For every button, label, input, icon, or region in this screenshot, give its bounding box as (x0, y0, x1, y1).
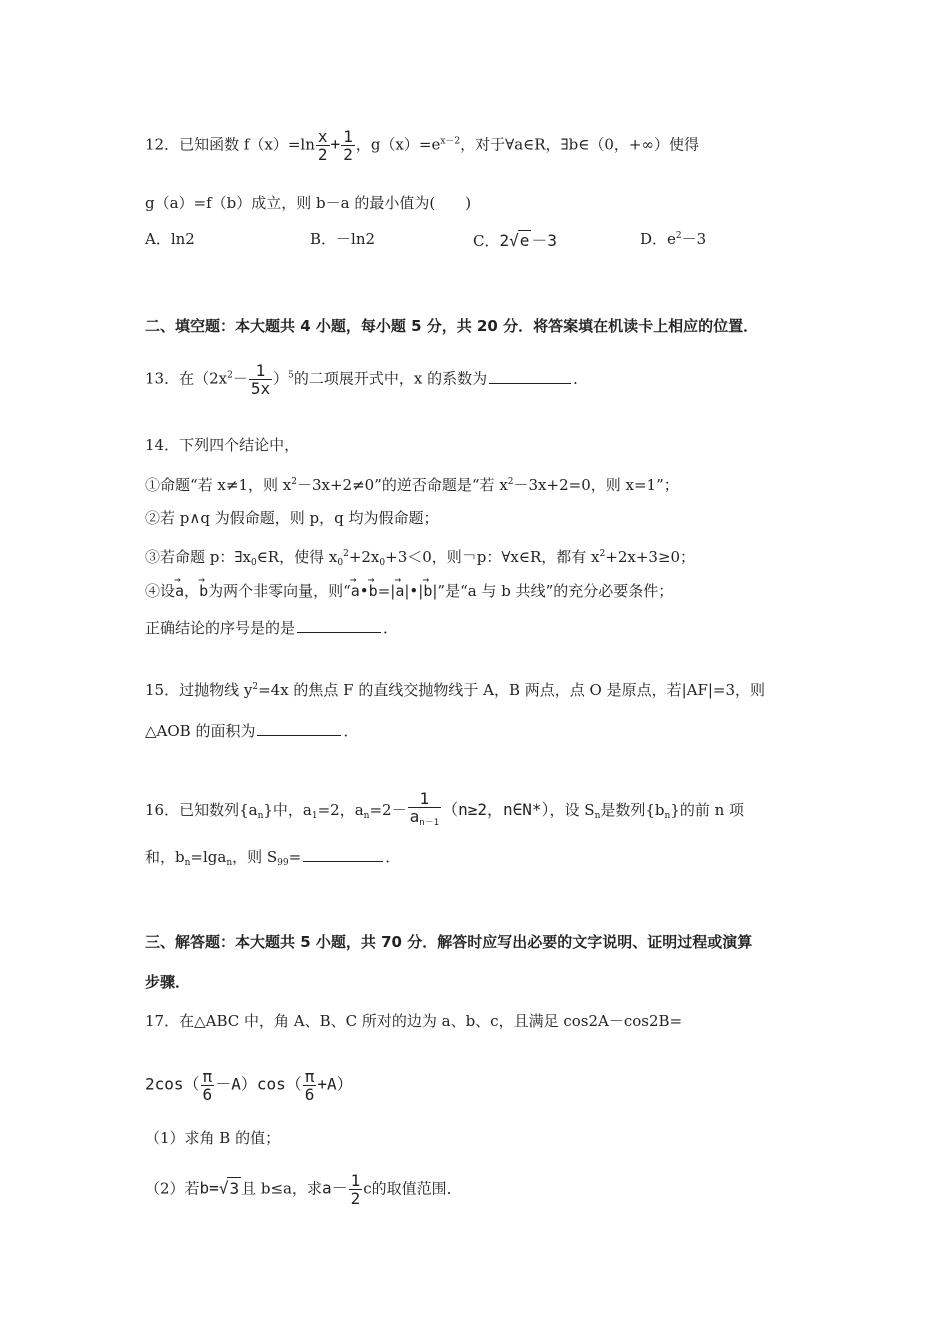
stmt-text: | (432, 582, 438, 600)
question-13 (145, 362, 588, 397)
exponent: 2 (227, 370, 233, 381)
subscript: 0 (379, 558, 386, 568)
fraction-x-over-2 (316, 128, 330, 163)
q15-end: ． (343, 722, 359, 740)
frac-den-base: a (409, 807, 420, 826)
stmt-text: ③若命题 p：∃x (145, 548, 251, 566)
question-17-part2 (145, 1172, 462, 1207)
q13-end: ． (573, 369, 589, 388)
frac-num: π (304, 1067, 315, 1086)
option-tail: －3 (681, 230, 707, 248)
subscript: n－1 (419, 818, 440, 828)
fraction-1-over-a-n-minus-1 (408, 790, 441, 832)
q14-statement-1 (145, 471, 679, 496)
frac-num: 1 (408, 790, 441, 808)
q16-text: 是数列{b (600, 801, 665, 819)
plus-sign: + (330, 134, 341, 154)
stmt-text: ④设 (145, 582, 176, 600)
stmt-text: +2x+3≥0； (605, 548, 696, 566)
subscript: n (594, 811, 601, 821)
condition: （n≥2，n∈N*） (442, 800, 550, 819)
frac-num: 1 (249, 362, 272, 380)
frac-den (408, 808, 441, 832)
option-tail: －3 (531, 231, 558, 250)
answer-blank[interactable] (489, 367, 571, 384)
radicand: e (519, 231, 530, 250)
exponent: 2 (675, 231, 682, 241)
q12-text: ，g（x）=e (355, 135, 441, 154)
section-3-heading-line1: 三、解答题：本大题共 5 小题，共 70 分．解答时应写出必要的文字说明、证明过程或演算 (145, 933, 753, 951)
q14-answer-line (145, 616, 398, 639)
q15-text: =4x 的焦点 F 的直线交抛物线于 A，B 两点，点 O 是原点，若|AF|=3，则 (258, 681, 766, 699)
q16-text: 和，b (145, 848, 185, 866)
q13-text: 的二项展开式中，x 的系数为 (293, 369, 488, 388)
q13-text: ） (273, 369, 289, 388)
q16-text: ，则 S (232, 848, 278, 866)
q17-text: 的取值范围． (371, 1179, 462, 1198)
sqrt-sign: √ (218, 1178, 229, 1198)
q16-text: = (288, 848, 302, 866)
option-a: A．ln2 (145, 230, 195, 248)
answer-blank[interactable] (303, 845, 383, 862)
exponent: 2 (343, 549, 349, 559)
q14-statement-2: ②若 p∧q 为假命题，则 p，q 均为假命题； (145, 509, 439, 527)
stmt-text: －3x+2≠0”的逆否命题是“若 x (296, 476, 508, 494)
q14-end: ． (383, 619, 399, 637)
question-14-intro: 14．下列四个结论中， (145, 436, 300, 454)
stmt-text: ①命题“若 x≠1，则 x (145, 476, 292, 494)
frac-den: 2 (317, 145, 328, 164)
q16-text: }的前 n 项 (670, 801, 745, 819)
exponent: 2 (599, 549, 606, 559)
radicand: 3 (229, 1178, 240, 1198)
equation-part: a－ (321, 1178, 348, 1198)
stmt-text: 为两个非零向量，则“ (208, 582, 351, 600)
question-12-line2: g（a）=f（b）成立，则 b－a 的最小值为( ) (145, 194, 472, 212)
frac-num: 1 (343, 127, 353, 146)
subscript: n (664, 811, 671, 821)
q12-text: ，对于∀a∈R，∃b∈（0，+∞）使得 (460, 135, 699, 154)
question-15-line1 (145, 676, 765, 701)
q14-statement-3 (145, 543, 695, 574)
q15-text: 15．过抛物线 y (145, 681, 253, 699)
subscript: n (226, 858, 233, 868)
subscript: n (184, 858, 191, 868)
fraction-1-over-5x (249, 362, 272, 397)
q16-text: ，设 S (549, 801, 595, 819)
q12-text: 12．已知函数 f（x）=ln (145, 135, 315, 154)
equation-part: －A）cos（ (215, 1074, 302, 1094)
frac-den: 6 (202, 1085, 213, 1104)
q17-text: （2）若 (145, 1179, 200, 1198)
subscript: 0 (250, 558, 257, 568)
q16-text: 16．已知数列{a (145, 801, 258, 819)
vector-b: → b (423, 580, 432, 602)
question-16-line2 (145, 845, 400, 874)
q16-end: ． (385, 848, 401, 866)
question-15-line2 (145, 719, 358, 742)
option-label: D．e (640, 230, 676, 248)
q13-text: － (232, 369, 248, 388)
subscript: 0 (337, 558, 344, 568)
stmt-text: －3x+2=0，则 x=1”； (513, 476, 679, 494)
exponent: x－2 (440, 136, 461, 147)
stmt-text: |•| (404, 582, 424, 600)
option-b: B．－ln2 (310, 230, 376, 248)
vector-a: → a (351, 580, 360, 602)
option-c (473, 228, 557, 251)
subscript: n (363, 811, 370, 821)
option-label: C． (473, 232, 500, 250)
q13-text: 13．在（2x (145, 369, 228, 388)
frac-num: x (317, 127, 328, 146)
option-d (640, 228, 706, 249)
q16-text: =2，a (317, 801, 364, 819)
q15-text: △AOB 的面积为 (145, 722, 256, 740)
stmt-text: ， (184, 582, 200, 600)
frac-den: 5x (250, 379, 271, 398)
equation-part: 2cos（ (145, 1074, 200, 1094)
exponent: 5 (288, 370, 294, 381)
stmt-text: ∈R，使得 x (256, 548, 338, 566)
q16-text: =lga (190, 848, 227, 866)
section-2-heading: 二、填空题：本大题共 4 小题，每小题 5 分，共 20 分．将答案填在机读卡上相应的位置． (145, 317, 759, 335)
vector-b: → b (369, 580, 378, 602)
question-12-line1 (145, 128, 699, 163)
stmt-text: ”是“a 与 b 共线”的充分必要条件； (437, 582, 674, 600)
sqrt-sign: √ (509, 231, 519, 250)
subscript: 1 (311, 811, 318, 821)
exponent: 2 (291, 477, 297, 487)
dot-operator: • (359, 582, 369, 600)
q16-text: =2－ (369, 801, 407, 819)
subscript: n (257, 811, 264, 821)
vector-a: → a (175, 580, 184, 602)
vector-a: → a (395, 580, 404, 602)
answer-prompt: 正确结论的序号是的是 (145, 619, 296, 637)
q17-text: 且 b≤a，求 (241, 1179, 322, 1198)
fraction-pi-over-6 (201, 1068, 215, 1103)
stmt-text: =| (377, 582, 396, 600)
question-17-equation (145, 1068, 353, 1103)
frac-den: 2 (343, 145, 353, 164)
q14-statement-4 (145, 580, 673, 602)
stmt-text: +2x (348, 548, 380, 566)
fraction-1-over-2 (341, 128, 355, 163)
section-3-heading-line2: 步骤． (145, 973, 191, 991)
frac-num: π (202, 1067, 213, 1086)
question-16-line1 (145, 790, 744, 832)
equation-part: b= (199, 1178, 219, 1198)
vector-b: → b (199, 580, 208, 602)
fraction-pi-over-6 (303, 1068, 317, 1103)
answer-blank[interactable] (257, 719, 341, 736)
question-17-line1: 17．在△ABC 中，角 A、B、C 所对的边为 a、b、c，且满足 cos2A－cos2B= (145, 1012, 683, 1030)
frac-num: 1 (350, 1171, 361, 1190)
variable-c: c (363, 1179, 372, 1198)
q16-text: }中，a (263, 801, 312, 819)
stmt-text: +3＜0，则￢p：∀x∈R，都有 x (385, 548, 600, 566)
exponent: 2 (507, 477, 514, 487)
coefficient: 2 (499, 231, 510, 250)
subscript: 99 (277, 858, 289, 868)
frac-den: 2 (350, 1189, 361, 1208)
fraction-1-over-2 (349, 1172, 363, 1207)
frac-den: 6 (304, 1085, 315, 1104)
answer-blank[interactable] (297, 616, 381, 633)
equation-part: +A） (317, 1074, 353, 1094)
exponent: 2 (252, 682, 259, 692)
question-17-part1: （1）求角 B 的值； (145, 1129, 281, 1147)
